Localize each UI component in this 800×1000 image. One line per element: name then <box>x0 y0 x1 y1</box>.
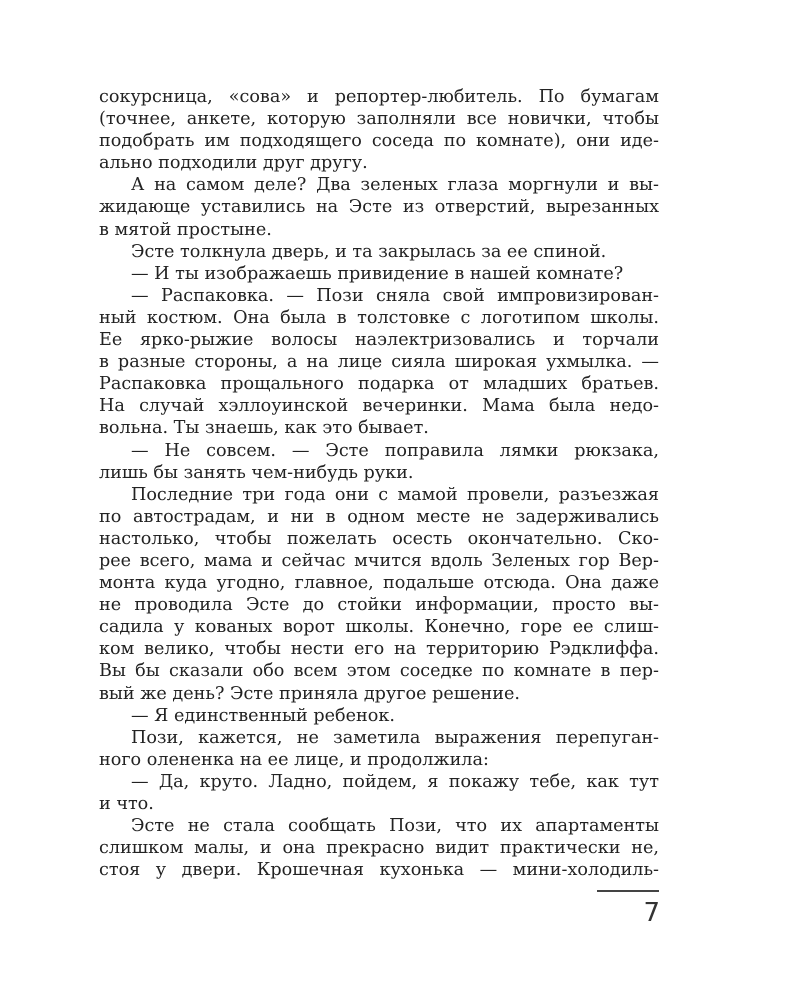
text-line: А на самом деле? Два зеленых глаза моргнули и вы- <box>131 175 659 196</box>
text-line: ный костюм. Она была в толстовке с логотипом школы. <box>99 307 659 328</box>
page-number: 7 <box>643 898 660 928</box>
text-line: рее всего, мама и сейчас мчится вдоль Зеленых гор Вер- <box>99 550 659 571</box>
text-line: На случай хэллоуинской вечеринки. Мама была недо- <box>99 396 659 417</box>
footer-rule <box>597 890 659 892</box>
text-line: ного олененка на ее лице, и продолжила: <box>99 749 489 770</box>
text-line: Эсте толкнула дверь, и та закрылась за ее спиной. <box>131 241 607 262</box>
text-line: — Не совсем. — Эсте поправила лямки рюкзака, <box>131 440 659 461</box>
text-line: слишком малы, и она прекрасно видит практически не, <box>99 838 659 859</box>
text-line: по автострадам, и ни в одном месте не задерживались <box>99 506 659 527</box>
text-line: ально подходили друг другу. <box>99 153 368 174</box>
text-line: Последние три года они с мамой провели, разъезжая <box>131 484 659 505</box>
text-line: в мятой простыне. <box>99 219 272 240</box>
text-line: сокурсница, «сова» и репортер-любитель. По бумагам <box>99 87 659 107</box>
text-line: подобрать им подходящего соседа по комнате), они иде- <box>99 131 659 152</box>
text-line: (точнее, анкете, которую заполняли все новички, чтобы <box>99 109 659 130</box>
text-line: не проводила Эсте до стойки информации, просто вы- <box>99 595 659 616</box>
text-line: лишь бы занять чем-нибудь руки. <box>99 462 414 483</box>
page-text <box>99 86 659 881</box>
text-line: — Распаковка. — Пози сняла свой импровизирован- <box>131 285 659 306</box>
text-line: Ее ярко-рыжие волосы наэлектризовались и торчали <box>99 330 659 351</box>
text-line: — И ты изображаешь привидение в нашей комнате? <box>131 263 624 284</box>
text-line: Эсте не стала сообщать Пози, что их апартаменты <box>131 816 659 837</box>
text-line: Распаковка прощального подарка от младших братьев. <box>99 374 659 395</box>
text-line: Пози, кажется, не заметила выражения перепуган- <box>131 727 659 748</box>
text-line: вый же день? Эсте приняла другое решение. <box>99 683 521 704</box>
text-line: настолько, чтобы пожелать осесть окончательно. Ско- <box>99 528 659 549</box>
text-line: жидающе уставились на Эсте из отверстий, вырезанных <box>99 197 659 218</box>
text-line: — Да, круто. Ладно, пойдем, я покажу тебе, как тут <box>131 771 659 792</box>
text-line: — Я единственный ребенок. <box>131 705 395 726</box>
text-line: вольна. Ты знаешь, как это бывает. <box>99 418 429 439</box>
text-line: стоя у двери. Крошечная кухонька — мини-холодиль- <box>99 860 659 881</box>
text-line: садила у кованых ворот школы. Конечно, горе ее слиш- <box>99 617 659 638</box>
text-line: в разные стороны, а на лице сияла широкая ухмылка. — <box>99 352 659 373</box>
text-line: ком велико, чтобы нести его на территорию Рэдклиффа. <box>99 639 659 660</box>
text-line: Вы бы сказали обо всем этом соседке по комнате в пер- <box>99 661 659 682</box>
text-line: монта куда угодно, главное, подальше отсюда. Она даже <box>99 573 659 594</box>
text-line: и что. <box>99 794 154 814</box>
